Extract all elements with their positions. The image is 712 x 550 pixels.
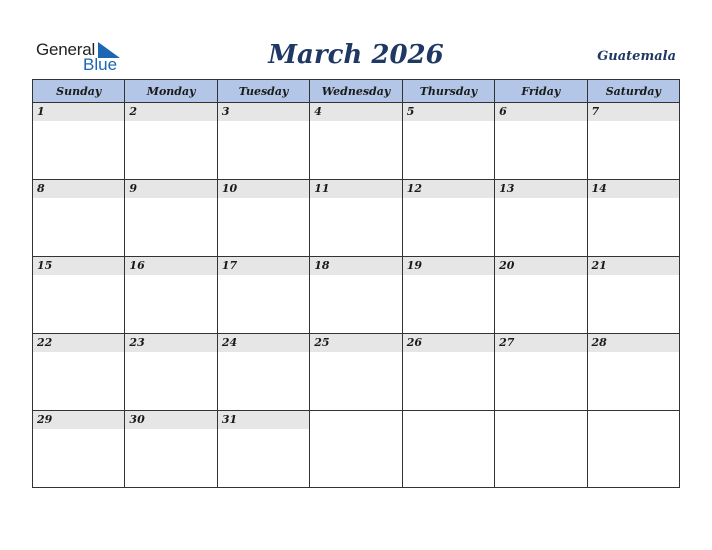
day-number: 5	[403, 103, 494, 121]
weekday-header: Friday	[495, 80, 587, 103]
week-row	[33, 411, 680, 488]
day-number: 27	[495, 334, 586, 352]
day-cell	[217, 180, 309, 257]
week-row	[33, 180, 680, 257]
day-number: 30	[125, 411, 216, 429]
day-cell	[125, 334, 217, 411]
day-cell	[217, 257, 309, 334]
day-cell	[310, 103, 402, 180]
day-cell	[495, 103, 587, 180]
day-number: 4	[310, 103, 401, 121]
day-number: 16	[125, 257, 216, 275]
week-row	[33, 334, 680, 411]
week-row	[33, 257, 680, 334]
day-number: 17	[218, 257, 309, 275]
day-cell	[495, 180, 587, 257]
day-cell	[495, 411, 587, 488]
day-number: 2	[125, 103, 216, 121]
day-number: 15	[33, 257, 124, 275]
day-number: 12	[403, 180, 494, 198]
weekday-header: Thursday	[402, 80, 494, 103]
country-label: Guatemala	[597, 49, 676, 64]
day-cell	[402, 180, 494, 257]
calendar-body	[33, 103, 680, 488]
day-number: 24	[218, 334, 309, 352]
day-number: 9	[125, 180, 216, 198]
weekday-header: Sunday	[33, 80, 125, 103]
day-cell	[402, 411, 494, 488]
day-number: 8	[33, 180, 124, 198]
day-cell	[33, 180, 125, 257]
day-number: 22	[33, 334, 124, 352]
day-cell	[125, 411, 217, 488]
week-row	[33, 103, 680, 180]
logo-text-blue: Blue	[83, 55, 118, 74]
day-number: 6	[495, 103, 586, 121]
day-number: 7	[588, 103, 679, 121]
day-cell	[587, 257, 679, 334]
day-number: 3	[218, 103, 309, 121]
day-number: 28	[588, 334, 679, 352]
day-cell	[587, 334, 679, 411]
day-cell	[310, 257, 402, 334]
day-number: 19	[403, 257, 494, 275]
day-cell	[402, 103, 494, 180]
logo-text-general: General	[36, 40, 96, 59]
weekday-header: Wednesday	[310, 80, 402, 103]
day-cell	[33, 411, 125, 488]
day-cell	[402, 257, 494, 334]
day-cell	[402, 334, 494, 411]
day-number: 1	[33, 103, 124, 121]
day-number: 29	[33, 411, 124, 429]
day-number: 18	[310, 257, 401, 275]
day-cell	[33, 257, 125, 334]
page-title: March 2026	[268, 40, 444, 70]
day-cell	[310, 411, 402, 488]
day-cell	[125, 180, 217, 257]
day-cell	[495, 334, 587, 411]
day-number: 26	[403, 334, 494, 352]
day-cell	[125, 103, 217, 180]
day-cell	[33, 103, 125, 180]
weekday-header: Saturday	[587, 80, 679, 103]
day-cell	[587, 180, 679, 257]
day-cell	[310, 180, 402, 257]
weekday-header: Monday	[125, 80, 217, 103]
day-number: 10	[218, 180, 309, 198]
day-number: 11	[310, 180, 401, 198]
day-number: 14	[588, 180, 679, 198]
day-number: 20	[495, 257, 586, 275]
day-cell	[125, 257, 217, 334]
day-cell	[310, 334, 402, 411]
day-cell	[495, 257, 587, 334]
day-cell	[217, 411, 309, 488]
day-number: 31	[218, 411, 309, 429]
day-number: 23	[125, 334, 216, 352]
day-number: 21	[588, 257, 679, 275]
day-cell	[33, 334, 125, 411]
weekday-header: Tuesday	[217, 80, 309, 103]
calendar-grid	[32, 79, 680, 488]
day-cell	[587, 103, 679, 180]
day-cell	[217, 103, 309, 180]
day-number: 13	[495, 180, 586, 198]
day-cell	[217, 334, 309, 411]
day-number: 25	[310, 334, 401, 352]
weekday-header-row	[33, 80, 680, 103]
day-cell	[587, 411, 679, 488]
